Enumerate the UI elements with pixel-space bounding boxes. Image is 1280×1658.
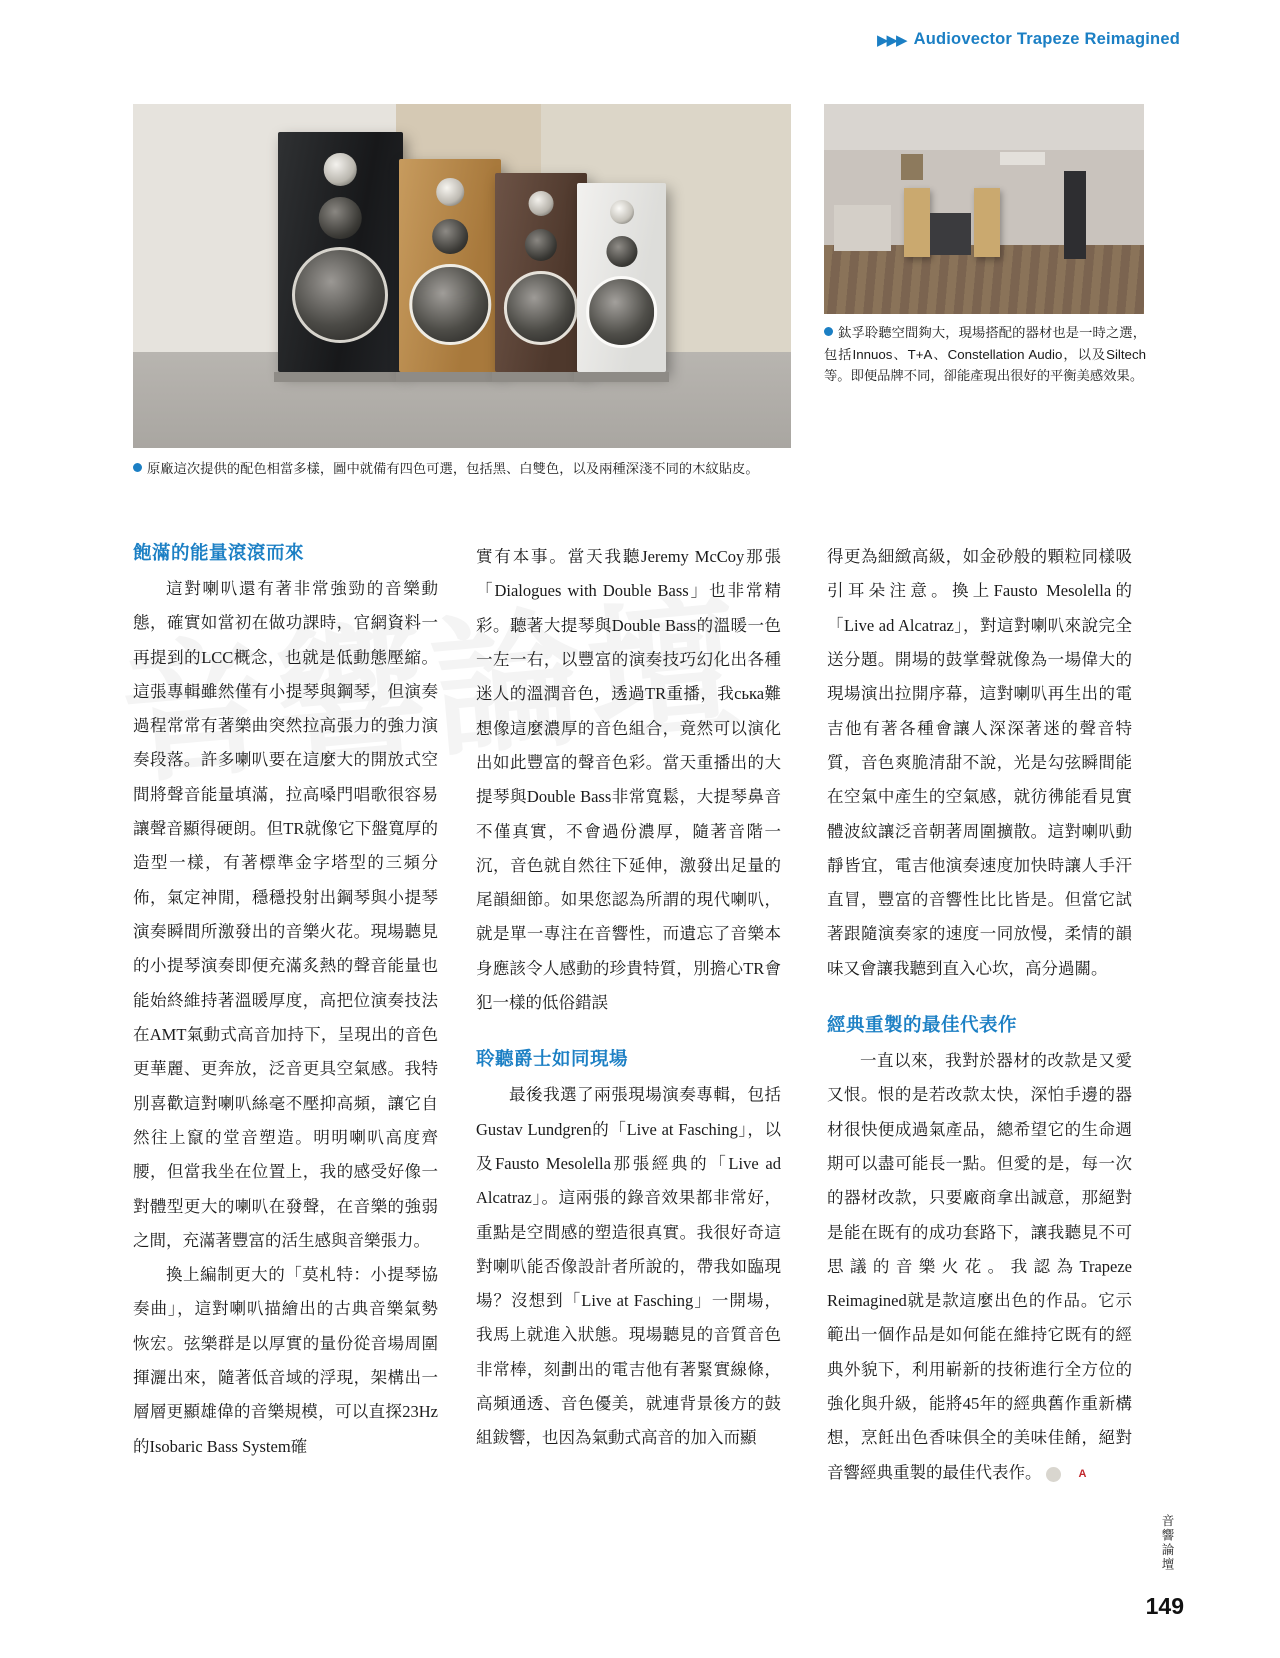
room-air-conditioner (1000, 152, 1045, 165)
page-number: 149 (1145, 1593, 1184, 1619)
listening-room-photo (824, 104, 1144, 314)
caption-main-text: 原廠這次提供的配色相當多樣，圖中就備有四色可選，包括黑、白雙色，以及兩種深淺不同的木紋貼皮。 (147, 461, 759, 476)
bullet-icon (133, 463, 142, 472)
paragraph-4: 最後我選了兩張現場演奏專輯，包括Gustav Lundgren的「Live at Fasching」，以及Fausto Mesolella那張經典的「Live ad Alcatraz」。這兩張的錄音效果都非常好，重點是空間感的塑造很真實。我很好奇這對喇叭能否像設計者所說的，帶我如臨現場？沒想到「Live at Fasching」一開場，我馬上就進入狀態。現場聽見的音質音色非常棒，刻劃出的電吉他有著緊實線條，高頻通透、音色優美，就連背景後方的鼓組鈸響，也因為氣動式高音的加入而顯 (476, 1085, 781, 1448)
text-column-2 (476, 540, 781, 1456)
header-arrows-icon: ▶▶▶ (876, 30, 906, 49)
speaker-light-wood (399, 159, 501, 372)
room-rack-center (930, 213, 972, 255)
room-ceiling (824, 104, 1144, 150)
speaker-base (574, 372, 668, 382)
paragraph-5: 得更為細緻高級，如金砂般的顆粒同樣吸引耳朵注意。換上Fausto Mesolella的「Live ad Alcatraz」，對這對喇叭來說完全送分題。開場的鼓掌聲就像為一場偉大的現場演出拉開序幕，這對喇叭再生出的電吉他有著各種會讓人深深著迷的聲音特質，音色爽脆清甜不說，光是勾弦瞬間能在空氣中產生的空氣感，就彷彿能看見實體波紋讓泛音朝著周圍擴散。這對喇叭動靜皆宜，電吉他演奏速度加快時讓人手汗直冒，豐富的音響性比比皆是。但當它試著跟隨演奏家的速度一同放慢，柔情的韻味又會讓我聽到直入心坎，高分過關。 (827, 547, 1132, 978)
speaker-base (274, 372, 407, 382)
paragraph-6 (827, 1044, 1132, 1490)
speakers-lineup-photo (133, 104, 791, 448)
text-column-1 (133, 540, 438, 1464)
caption-speakers-lineup (133, 458, 791, 480)
speaker-base (396, 372, 504, 382)
room-table-left (834, 205, 892, 251)
room-speaker-right (974, 188, 1000, 257)
paragraph-1: 這對喇叭還有著非常強勁的音樂動態，確實如當初在做功課時，官網資料一再提到的LCC概念，也就是低動態壓縮。這張專輯雖然僅有小提琴與鋼琴，但演奏過程常常有著樂曲突然拉高張力的強力演奏段落。許多喇叭要在這麼大的開放式空間將聲音能量填滿，拉高嗓門唱歌很容易讓聲音顯得硬朗。但TR就像它下盤寬厚的造型一樣，有著標準金字塔型的三頻分佈，氣定神閒，穩穩投射出鋼琴與小提琴演奏瞬間所激發出的音樂火花。現場聽見的小提琴演奏即便充滿炙熱的聲音能量也能始終維持著溫暖厚度，高把位演奏技法在AMT氣動式高音加持下，呈現出的音色更華麗、更奔放，泛音更具空氣感。我特別喜歡這對喇叭絲毫不壓抑高頻，讓它自然往上竄的堂音塑造。明明喇叭高度齊腰，但當我坐在位置上，我的感受好像一對體型更大的喇叭在發聲，在音樂的強弱之間，充滿著豐富的活生感與音樂張力。 (133, 578, 438, 1250)
paragraph-2: 換上編制更大的「莫札特：小提琴協奏曲」，這對喇叭描繪出的古典音樂氣勢恢宏。弦樂群是以厚實的量份從音場周圍揮灑出來，隨著低音域的浮現，架構出一層層更顯雄偉的音樂規模，可以直探23Hz的Isobaric Bass System確 (133, 1265, 438, 1456)
header-title: Audiovector Trapeze Reimagined (913, 30, 1180, 48)
footer-magazine-name: 音響論壇 (1160, 1514, 1174, 1572)
section-heading-1: 飽滿的能量滾滾而來 (133, 542, 305, 563)
speaker-black (278, 132, 403, 373)
speaker-dark-wood (495, 173, 587, 373)
room-speaker-left (904, 188, 930, 257)
room-picture-frame (901, 154, 923, 179)
text-column-3 (827, 540, 1132, 1490)
end-mark-icon: A (1046, 1467, 1061, 1482)
bullet-icon (824, 327, 833, 336)
caption-listening-room (824, 322, 1146, 387)
section-heading-3: 經典重製的最佳代表作 (827, 1014, 1018, 1036)
section-heading-2: 聆聽爵士如同現場 (476, 1048, 629, 1070)
paragraph-3: 實有本事。當天我聽Jeremy McCoy那張「Dialogues with Double Bass」也非常精彩。聽著大提琴與Double Bass的溫暖一色一左一右，以豐富的演奏技巧幻化出各種迷人的溫潤音色，透過TR重播，我ська難想像這麼濃厚的音色組合，竟然可以演化出如此豐富的聲音色彩。當天重播出的大提琴與Double Bass非常寬鬆，大提琴鼻音不僅真實，不會過份濃厚，隨著音階一沉，音色就自然往下延伸，激發出足量的尾韻細節。如果您認為所謂的現代喇叭，就是單一專注在音響性，而遺忘了音樂本身應該令人感動的珍貴特質，別擔心TR會犯一樣的低俗錯誤 (476, 547, 781, 1013)
room-tower-right (1064, 171, 1086, 259)
page-header (877, 30, 1180, 49)
speaker-white (577, 183, 666, 372)
paragraph-6-text: 一直以來，我對於器材的改款是又愛又恨。恨的是若改款太快，深怕手邊的器材很快便成過氣產品，總希望它的生命週期可以盡可能長一點。但愛的是，每一次的器材改款，只要廠商拿出誠意，那絕對是能在既有的成功套路下，讓我聽見不可思議的音樂火花。我認為Trapeze Reimagined就是款這麼出色的作品。它示範出一個作品是如何能在維持它既有的經典外貌下，利用嶄新的技術進行全方位的強化與升級，能將45年的經典舊作重新構想，烹飪出色香味俱全的美味佳餚，絕對音響經典重製的最佳代表作。 (827, 1050, 1132, 1482)
caption-room-text: 鈦孚聆聽空間夠大，現場搭配的器材也是一時之選，包括Innuos、T+A、Constellation Audio，以及Siltech等。即便品牌不同，卻能產現出很好的平衡美感效果。 (824, 325, 1146, 384)
